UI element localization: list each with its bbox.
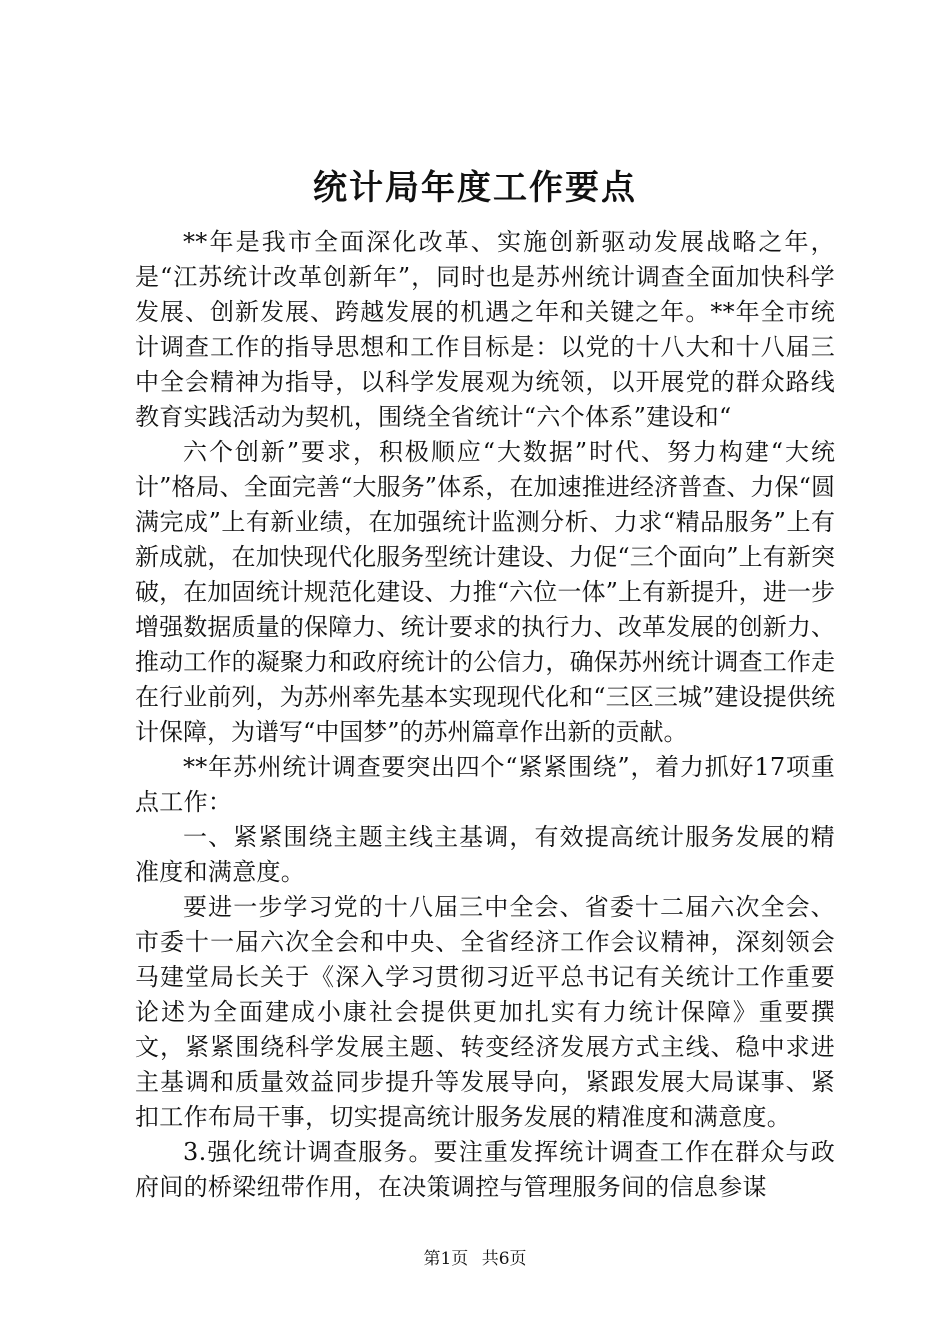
- paragraph-goals: 六个创新”要求，积极顺应“大数据”时代、努力构建“大统计”格局、全面完善“大服务”体系，在加速推进经济普查、力保“圆满完成”上有新业绩，在加强统计监测分析、力求“精品服务”上有新成就，在加快现代化服务型统计建设、力促“三个面向”上有新突破，在加固统计规范化建设、力推“六位一体”上有新提升，进一步增强数据质量的保障力、统计要求的执行力、改革发展的创新力、推动工作的凝聚力和政府统计的公信力，确保苏州统计调查工作走在行业前列，为苏州率先基本实现现代化和“三区三城”建设提供统计保障，为谱写“中国梦”的苏州篇章作出新的贡献。: [135, 438, 835, 746]
- document-body: [135, 225, 835, 1205]
- page-footer: [0, 1244, 950, 1269]
- paragraph-item-3: 3.强化统计调查服务。要注重发挥统计调查工作在群众与政府间的桥梁纽带作用，在决策调控与管理服务间的信息参谋: [135, 1138, 835, 1201]
- paragraph-section-1: 要进一步学习党的十八届三中全会、省委十二届六次全会、市委十一届六次全会和中央、全省经济工作会议精神，深刻领会马建堂局长关于《深入学习贯彻习近平总书记有关统计工作重要论述为全面建成小康社会提供更加扎实有力统计保障》重要撰文，紧紧围绕科学发展主题、转变经济发展方式主线、稳中求进主基调和质量效益同步提升等发展导向，紧跟发展大局谋事、紧扣工作布局干事，切实提高统计服务发展的精准度和满意度。: [135, 893, 835, 1131]
- page-number: 第1页: [423, 1249, 469, 1269]
- paragraph-focus: **年苏州统计调查要突出四个“紧紧围绕”，着力抓好17项重点工作：: [135, 753, 835, 816]
- page-total: 共6页: [481, 1249, 527, 1269]
- section-heading-1: 一、紧紧围绕主题主线主基调，有效提高统计服务发展的精准度和满意度。: [135, 823, 835, 886]
- paragraph-intro: **年是我市全面深化改革、实施创新驱动发展战略之年，是“江苏统计改革创新年”，同时也是苏州统计调查全面加快科学发展、创新发展、跨越发展的机遇之年和关键之年。**年全市统计调查工作的指导思想和工作目标是：以党的十八大和十八届三中全会精神为指导，以科学发展观为统领，以开展党的群众路线教育实践活动为契机，围绕全省统计“六个体系”建设和“: [135, 228, 835, 431]
- document-title: 统计局年度工作要点: [313, 168, 637, 208]
